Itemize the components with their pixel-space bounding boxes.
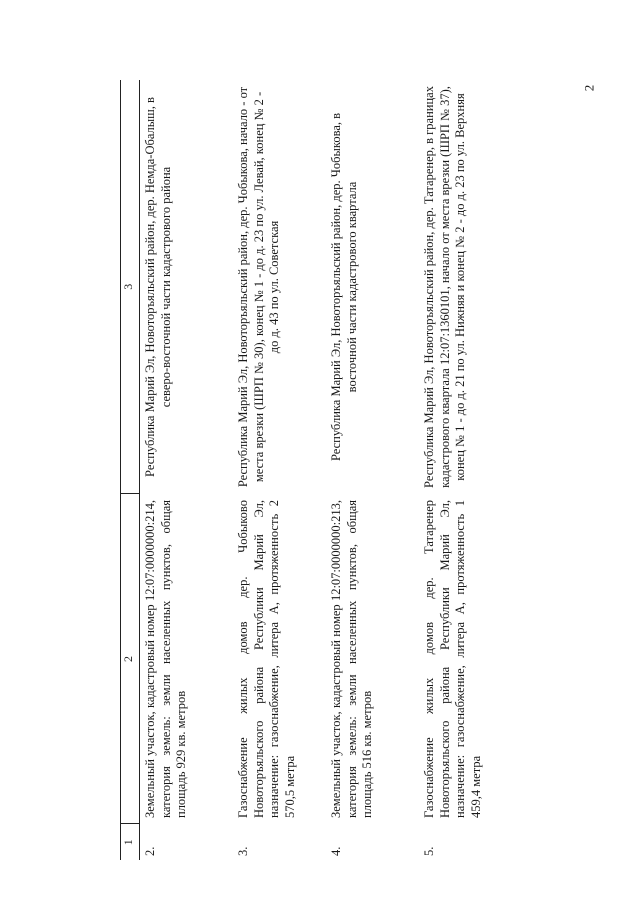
column-header-1: 1	[121, 824, 140, 860]
object-description: Газоснабжение жилых домов дер. Чобыково Новоторъяльского района Республики Марий Эл, назначение: газоснабжение, литера А, протяженность 2 570,5 метра	[236, 500, 297, 818]
table-row	[140, 80, 233, 860]
row-number: 3.	[236, 846, 251, 856]
property-table	[120, 80, 512, 860]
object-location: Республика Марий Эл, Новоторъяльский район, дер. Чобыкова, в восточной части кадастрового квартала	[329, 112, 359, 462]
row-number: 5.	[422, 846, 437, 856]
column-header-2: 2	[121, 494, 140, 824]
object-description: Газоснабжение жилых домов дер. Татаренер Новоторъяльского района Республики Марий Эл, назначение: газоснабжение, литера А, протяженность 1 459,4 метра	[422, 500, 483, 818]
page-number: 2	[581, 84, 597, 92]
table-row	[233, 80, 326, 860]
object-description: Земельный участок, кадастровый номер 12:07:0000000:213, категория земель: земли населенных пунктов, общая площадь 516 кв. метров	[329, 500, 375, 818]
rotated-page-content	[120, 80, 520, 860]
table-row	[326, 80, 419, 860]
object-location: Республика Марий Эл, Новоторъяльский район, дер. Татаренер, в границах кадастрового квартала 12:07:1360101, начало от места врезки (ШРП № 37), конец № 1 - до д. 21 по ул. Нижняя и конец № 2 - до д. 23 по ул. Верхняя	[422, 86, 468, 488]
table-row	[419, 80, 512, 860]
table-header-row	[121, 80, 140, 860]
row-number: 2.	[143, 846, 158, 856]
object-location: Республика Марий Эл, Новоторъяльский район, дер. Немда-Обалыш, в северо-восточной части кадастрового района	[143, 97, 173, 477]
row-number: 4.	[329, 846, 344, 856]
object-description: Земельный участок, кадастровый номер 12:07:0000000:214, категория земель: земли населенных пунктов, общая площадь 929 кв. метров	[143, 500, 189, 818]
column-header-3: 3	[121, 80, 140, 494]
object-location: Республика Марий Эл, Новоторъяльский район, дер. Чобыкова, начало - от места врезки (ШРП № 30), конец № 1 - до д. 23 по ул. Левай, конец № 2 - до д. 43 по ул. Советская	[236, 86, 282, 488]
